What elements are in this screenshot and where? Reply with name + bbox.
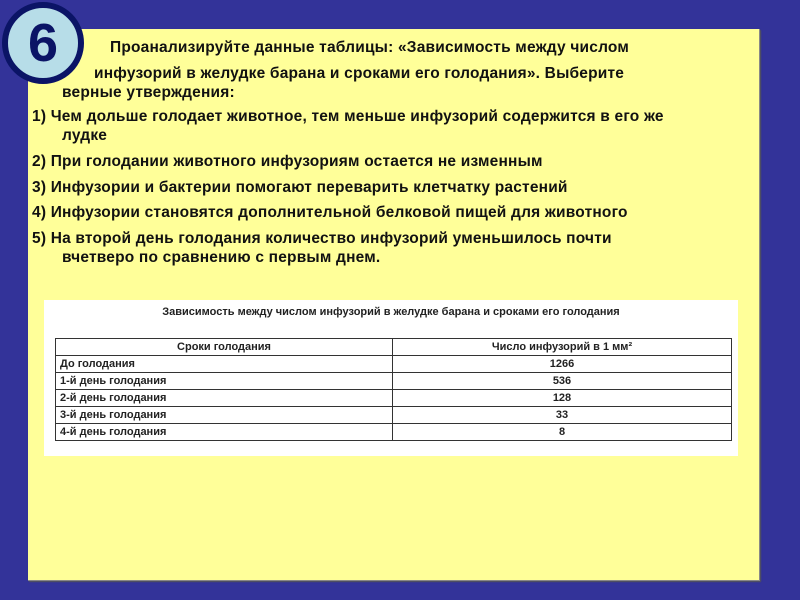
intro-line-2: инфузорий в желудке барана и сроками его голодания». Выберите xyxy=(94,65,625,82)
count-cell: 1266 xyxy=(393,356,732,373)
period-cell: 4-й день голодания xyxy=(56,424,393,441)
period-cell: До голодания xyxy=(56,356,393,373)
data-table-image xyxy=(44,300,738,456)
data-table xyxy=(55,338,732,441)
table-row xyxy=(56,407,732,424)
count-cell: 8 xyxy=(393,424,732,441)
statement-2: 2) При голодании животного инфузориям остается не изменным xyxy=(32,153,543,170)
table-row xyxy=(56,424,732,441)
period-cell: 2-й день голодания xyxy=(56,390,393,407)
statement-1: 1) Чем дольше голодает животное, тем меньше инфузорий содержится в его же xyxy=(32,108,664,125)
table-title: Зависимость между числом инфузорий в желудке барана и сроками его голодания xyxy=(162,306,620,318)
count-cell: 33 xyxy=(393,407,732,424)
table-row xyxy=(56,356,732,373)
header-count: Число инфузорий в 1 мм² xyxy=(393,339,732,356)
slide-number-badge xyxy=(2,2,84,84)
intro-line-1: Проанализируйте данные таблицы: «Зависимость между числом xyxy=(110,39,630,56)
count-cell: 536 xyxy=(393,373,732,390)
content-panel xyxy=(28,29,760,581)
count-cell: 128 xyxy=(393,390,732,407)
table-header-row xyxy=(56,339,732,356)
statement-5: 5) На второй день голодания количество инфузорий уменьшилось почти xyxy=(32,230,612,247)
statement-3: 3) Инфузории и бактерии помогают переварить клетчатку растений xyxy=(32,179,568,196)
statement-5-cont: вчетверо по сравнению с первым днем. xyxy=(62,249,381,266)
statement-1-cont: лудке xyxy=(62,127,108,144)
slide-number: 6 xyxy=(27,13,59,73)
statement-4: 4) Инфузории становятся дополнительной белковой пищей для животного xyxy=(32,204,628,221)
period-cell: 1-й день голодания xyxy=(56,373,393,390)
table-row xyxy=(56,373,732,390)
table-row xyxy=(56,390,732,407)
header-period: Сроки голодания xyxy=(56,339,393,356)
period-cell: 3-й день голодания xyxy=(56,407,393,424)
intro-line-3: верные утверждения: xyxy=(62,84,235,101)
